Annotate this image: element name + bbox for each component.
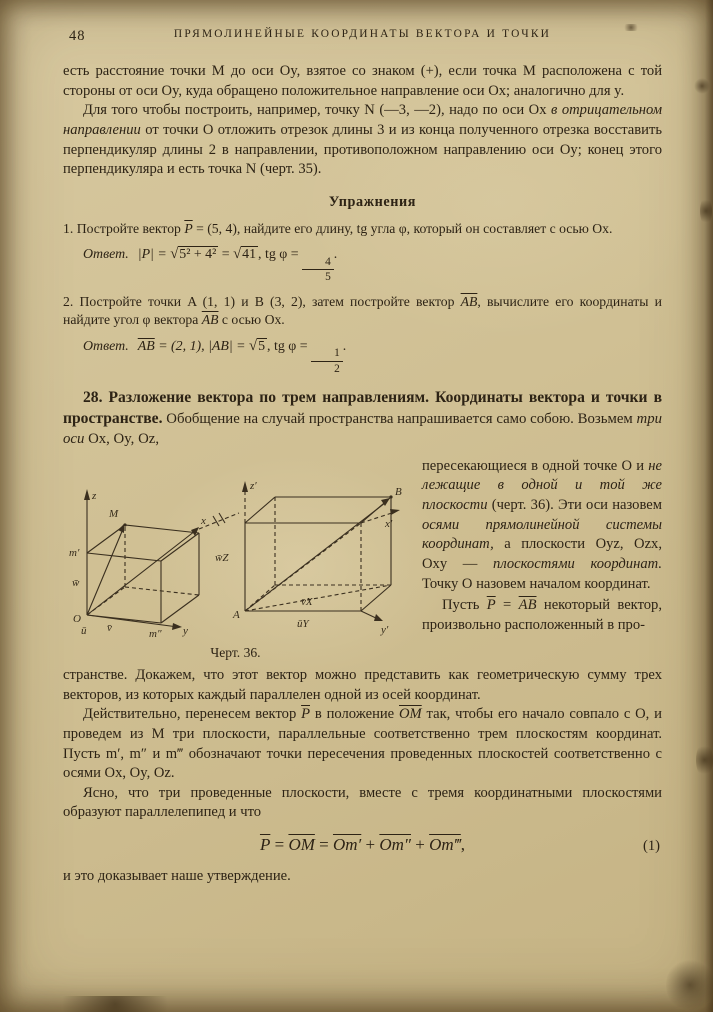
text-run: Пусть (442, 597, 487, 614)
text-run-italic: плоскостями координат. (493, 555, 662, 572)
text-run: = (2, 1), |AB| = (154, 338, 250, 354)
paragraph-intro-2 (63, 101, 662, 180)
label-w-bar: w̄ (72, 576, 80, 589)
label-w-bar-z: w̄Z (215, 551, 229, 564)
text-run: 1. Постройте вектор (63, 220, 185, 236)
page-edge-shadow (705, 0, 713, 1012)
paper-stain (666, 958, 713, 1012)
text-run: с осью Ox. (218, 312, 285, 328)
label-x-prime-axis: x′ (385, 517, 393, 530)
page-number: 48 (69, 28, 86, 44)
text-run: некоторый вектор, произвольно расположенный в про- (422, 597, 663, 633)
label-v-bar: v̄ (107, 621, 112, 634)
text-run: а плоскости Oyz, Ozx, Oxy — (422, 536, 662, 572)
text-run: в положение (310, 706, 399, 723)
fraction-numerator: 1 (311, 347, 343, 361)
label-z-axis: z (92, 489, 97, 502)
fraction (311, 347, 343, 375)
text-run: = (314, 835, 333, 855)
label-u-bar-y: ūY (297, 617, 309, 630)
text-run: = (495, 597, 519, 614)
label-x-axis: x (201, 514, 206, 527)
vector-symbol: Om‴ (429, 835, 461, 855)
running-header: ПРЯМОЛИНЕЙНЫЕ КООРДИНАТЫ ВЕКТОРА И ТОЧКИ (173, 28, 552, 40)
text-run: , (460, 835, 466, 855)
text-run: от точки O отложить отрезок длины 3 и из конца полученного отрезка восставить перпендикуляр длины 2 в направлении, противоположном направлению оси Oy; конец этого перпендикуляра и есть точка N (черт. 35). (63, 121, 662, 178)
text-run: + (411, 835, 430, 855)
text-run: 2. Постройте точки A (1, 1) и B (3, 2), затем постройте вектор (63, 293, 461, 309)
text-run: = (218, 247, 234, 263)
vector-symbol: $\overline{OM}$ (399, 706, 422, 723)
answer-2 (63, 337, 662, 375)
paper-stain (696, 742, 713, 778)
section-28-title: 28. Разложение вектора по трем направлениям. Координаты вектора и точки в пространстве. (63, 388, 662, 427)
exercise-1 (63, 220, 662, 238)
answer-1 (63, 245, 662, 283)
text-run: Точку O назовем началом координат. (422, 575, 651, 592)
left-diagram-labels (69, 490, 206, 640)
parallelepiped-diagram (63, 455, 408, 640)
vector-symbol: $\overline{P}$ (301, 706, 310, 723)
text-run: , tg φ = (258, 247, 303, 263)
radicand: 41 (242, 247, 257, 263)
sqrt-sign: √ (233, 246, 242, 263)
text-run: |P| = (137, 247, 171, 263)
text-run: Действительно, перенесем вектор (83, 706, 302, 723)
label-origin-o: O (73, 612, 81, 625)
paragraph-deystvitelno (63, 705, 662, 784)
label-z-prime-axis: z′ (250, 479, 257, 492)
text-run-italic: не лежащие в одной и той же плоскости (422, 457, 662, 514)
text-run: Ox, Oy, Oz, (84, 430, 160, 447)
text-run: Для того чтобы построить, например, точку N (—3, —2), надо по оси Ox (83, 102, 552, 119)
radicand: 5 (258, 338, 266, 354)
vector-symbol: Om′ (332, 835, 362, 855)
vector-symbol: $\overline{P}$ (486, 597, 496, 614)
vector-symbol: $\overline{P}$ (259, 835, 271, 855)
section-28-intro (63, 388, 662, 450)
paragraph-closing: и это доказывает наше утверждение. (63, 867, 291, 884)
sqrt-sign: √ (249, 337, 258, 354)
label-point-m: M (109, 507, 119, 520)
paper-stain (40, 996, 190, 1012)
text-run: , tg φ = (267, 338, 312, 354)
vector-symbol: $\overline{OM}$ (288, 835, 315, 855)
answer-label: Ответ. (83, 247, 129, 263)
label-m-prime: m′ (69, 546, 80, 559)
fraction-denominator: 2 (334, 362, 340, 375)
vector-symbol: $\overline{AB}$ (460, 293, 478, 309)
paragraph-axes-definition (422, 457, 662, 594)
fraction-denominator: 5 (325, 271, 331, 284)
text-run-italic: в отрицательном направлении (63, 102, 663, 138)
exercises-heading: Упражнения (328, 193, 417, 210)
text-run: пересекающиеся в одной точке O и (422, 457, 649, 474)
label-point-a: A (233, 608, 240, 621)
fraction-numerator: 4 (302, 256, 334, 270)
figure-caption: Черт. 36. (210, 644, 261, 660)
answer-label: Ответ. (83, 338, 129, 354)
paragraph-pust-vector (422, 596, 662, 635)
vector-symbol: $\overline{AB}$ (518, 597, 537, 614)
page-content (63, 62, 662, 887)
label-v-bar-x: v̄X (301, 595, 313, 608)
label-point-b: B (395, 485, 402, 498)
text-run: = (5, 4), найдите его длину, tg угла φ, который он составляет с осью Ox. (192, 220, 613, 236)
figure-and-text-row (63, 455, 662, 662)
label-u-bar: ū (81, 624, 87, 637)
paragraph-intro-1: есть расстояние точки M до оси Oy, взятое со знаком (+), если точка M расположена с той стороны от оси Oy, куда обращено положительное направление оси Ox; аналогично для y. (63, 63, 662, 99)
right-parallelepiped (242, 481, 400, 621)
vector-symbol: Om″ (379, 835, 411, 855)
label-y-axis: y (183, 624, 188, 637)
vector-symbol: $\overline{AB}$ (137, 338, 155, 354)
equation-body (260, 835, 465, 854)
exercise-2 (63, 293, 662, 330)
equation-1 (63, 834, 662, 857)
right-diagram-labels (215, 480, 402, 636)
text-run: Обобщение на случай пространства напрашивается само собою. Возьмем (162, 410, 637, 427)
text-run: . (333, 247, 338, 263)
text-run: (черт. 36). Эти оси назовем (487, 497, 662, 514)
radicand: 5² + 4² (179, 247, 217, 263)
paper-stain (700, 196, 712, 226)
wrapped-text-column (422, 455, 662, 662)
paragraph-yasno: Ясно, что три проведенные плоскости, вместе с тремя координатными плоскостями образуют параллелепипед и что (63, 784, 662, 821)
fraction (302, 256, 334, 284)
text-run: , вычислите его координаты и найдите угол φ вектора (63, 293, 662, 328)
text-run: = (270, 835, 289, 855)
text-run-italic: три оси (63, 410, 662, 447)
text-run-italic: осями прямолинейной системы координат, (422, 516, 662, 553)
sqrt-sign: √ (170, 246, 179, 263)
text-run: + (361, 835, 380, 855)
vector-symbol: $\overline{P}$ (184, 220, 193, 236)
text-run: так, чтобы его начало совпало с O, и проведем из M три плоскости, параллельные соответственно трем плоскостям координат. Пусть m′, m″ и m‴ обозначают точки пересечения проведенных плоскостей соответственно с осями Ox, Oy, Oz. (63, 706, 662, 782)
label-m-double-prime: m″ (149, 627, 162, 640)
equation-number: (1) (642, 838, 660, 855)
vector-symbol: $\overline{AB}$ (201, 312, 219, 328)
page-header (63, 28, 662, 44)
paragraph-continuation: странстве. Докажем, что этот вектор можно представить как геометрическую сумму трех векторов, из которых каждый параллелен одной из осей координат. (63, 667, 662, 703)
text-run: . (342, 338, 347, 354)
paper-stain (694, 78, 710, 94)
label-y-prime-axis: y′ (381, 623, 389, 636)
figure-chert-36 (63, 455, 408, 662)
